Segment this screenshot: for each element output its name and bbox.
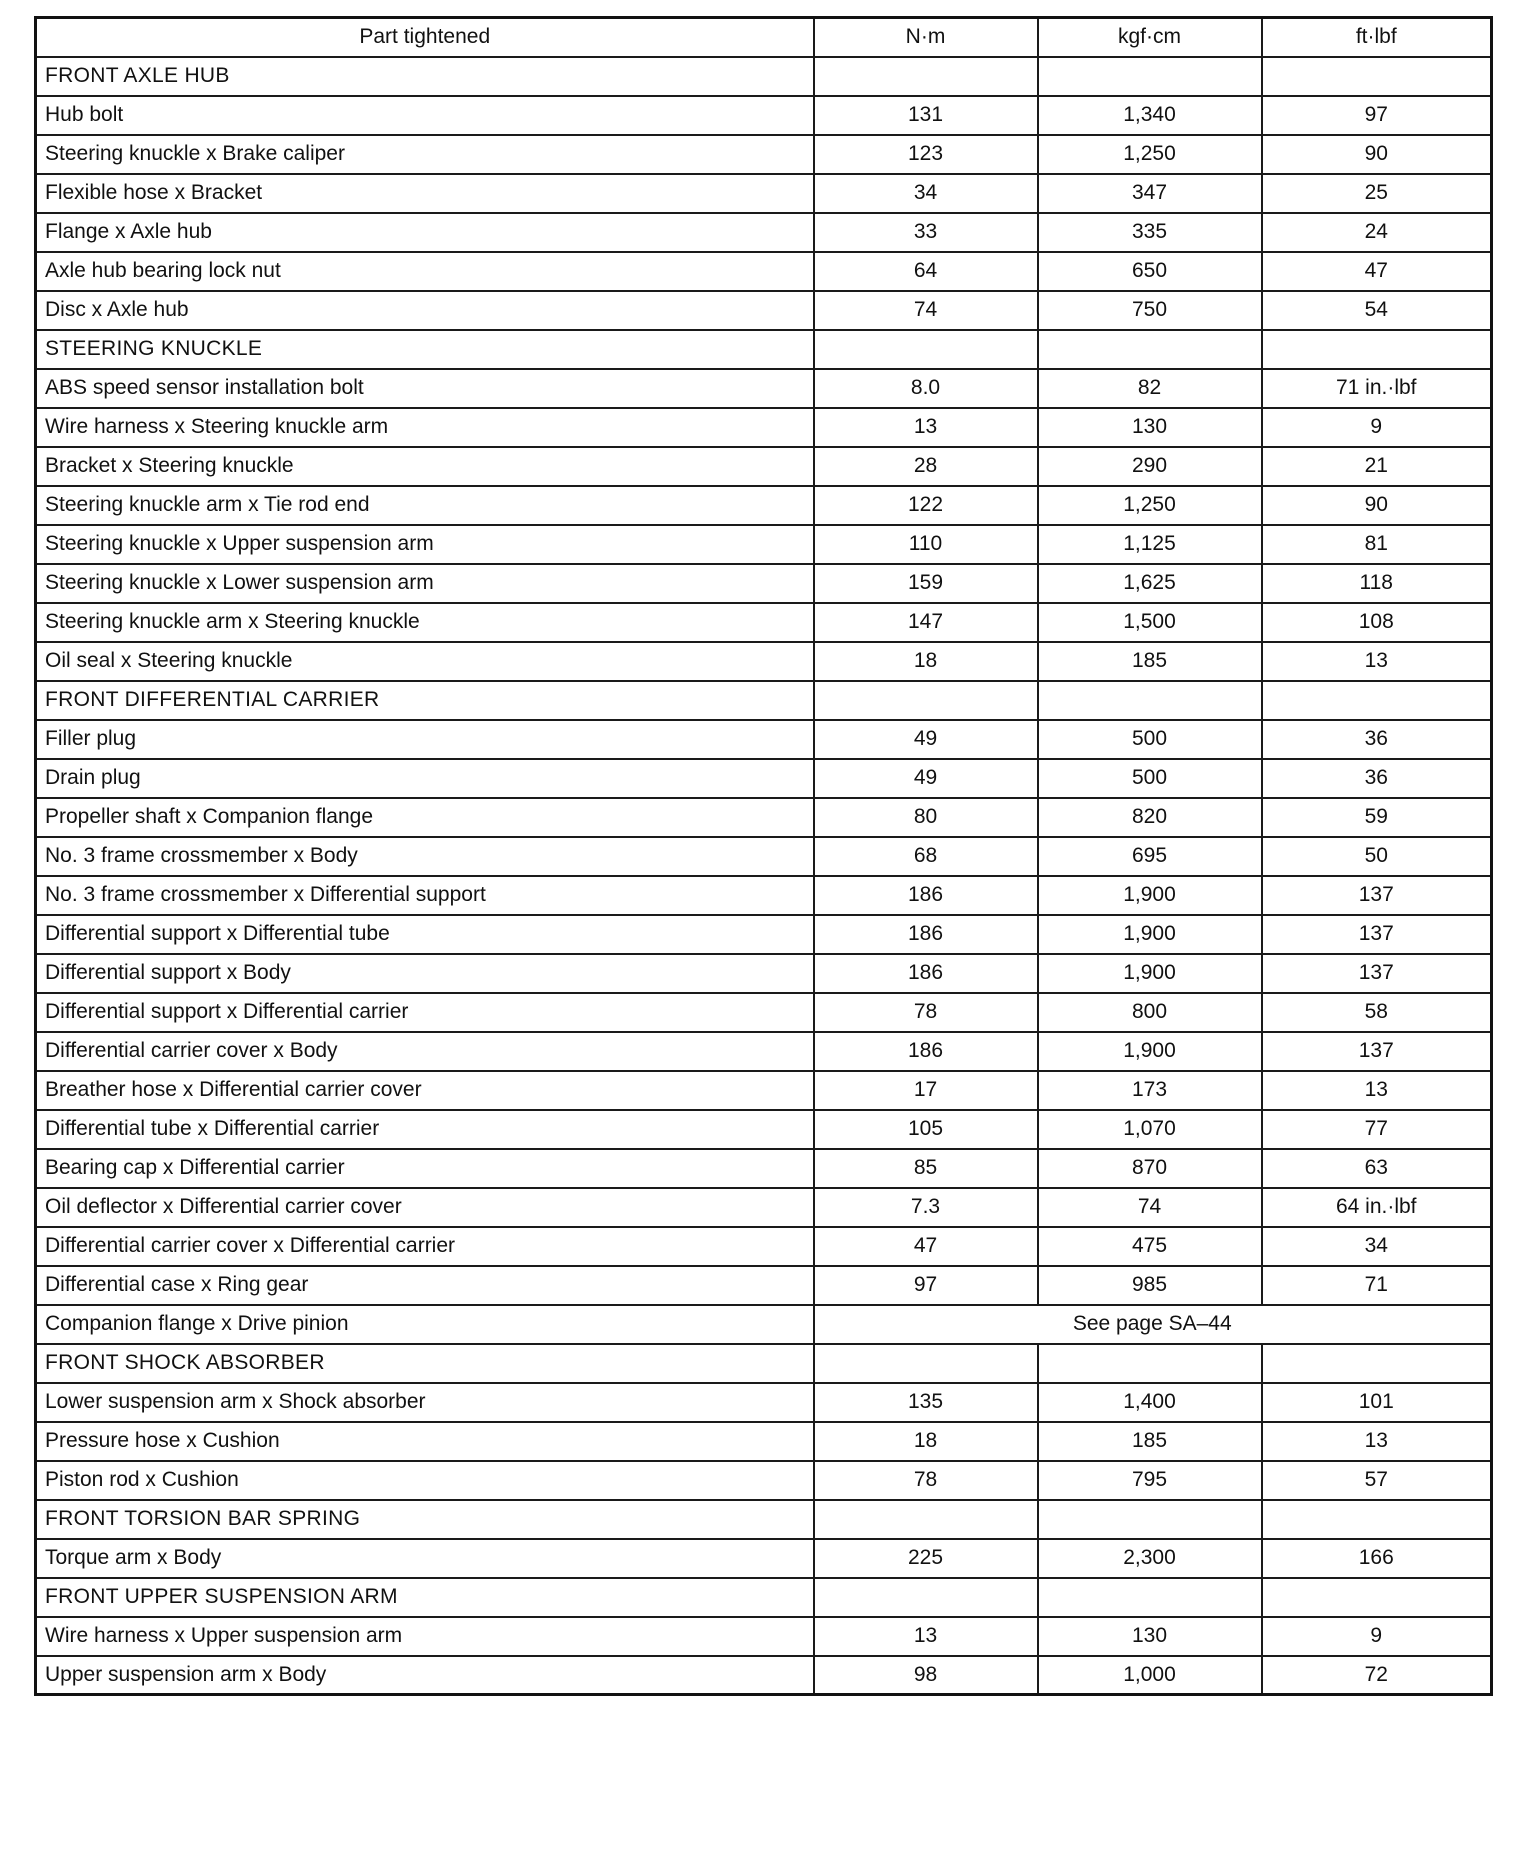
part-name-cell: Axle hub bearing lock nut xyxy=(36,252,814,291)
ft-lbf-value-cell: 108 xyxy=(1262,603,1492,642)
part-name-cell: Wire harness x Steering knuckle arm xyxy=(36,408,814,447)
nm-value-cell: 13 xyxy=(814,408,1038,447)
table-row xyxy=(36,798,1492,837)
part-name-cell: Steering knuckle x Lower suspension arm xyxy=(36,564,814,603)
table-row xyxy=(36,915,1492,954)
ft-lbf-value-cell: 54 xyxy=(1262,291,1492,330)
table-row xyxy=(36,1383,1492,1422)
kgf-cm-value-cell: 335 xyxy=(1038,213,1262,252)
nm-value-cell: 225 xyxy=(814,1539,1038,1578)
part-name-cell: Differential tube x Differential carrier xyxy=(36,1110,814,1149)
table-row xyxy=(36,993,1492,1032)
section-header-row xyxy=(36,1578,1492,1617)
nm-value-cell: 64 xyxy=(814,252,1038,291)
part-name-cell: No. 3 frame crossmember x Differential support xyxy=(36,876,814,915)
nm-value-cell: 13 xyxy=(814,1617,1038,1656)
ft-lbf-value-cell: 21 xyxy=(1262,447,1492,486)
kgf-cm-value-cell: 1,000 xyxy=(1038,1656,1262,1695)
nm-value-cell: 78 xyxy=(814,1461,1038,1500)
torque-specification-table xyxy=(34,16,1493,1696)
part-name-cell: Breather hose x Differential carrier cover xyxy=(36,1071,814,1110)
ft-lbf-value-cell: 34 xyxy=(1262,1227,1492,1266)
kgf-cm-value-cell: 475 xyxy=(1038,1227,1262,1266)
ft-lbf-value-cell: 9 xyxy=(1262,408,1492,447)
nm-value-cell: 17 xyxy=(814,1071,1038,1110)
kgf-cm-value-cell: 500 xyxy=(1038,759,1262,798)
nm-value-cell: 18 xyxy=(814,1422,1038,1461)
kgf-cm-value-cell: 1,500 xyxy=(1038,603,1262,642)
table-row xyxy=(36,174,1492,213)
ft-lbf-value-cell: 24 xyxy=(1262,213,1492,252)
table-row xyxy=(36,291,1492,330)
ft-lbf-value-cell: 97 xyxy=(1262,96,1492,135)
table-row xyxy=(36,837,1492,876)
nm-value-cell: 18 xyxy=(814,642,1038,681)
table-row xyxy=(36,1188,1492,1227)
section-header-row xyxy=(36,330,1492,369)
nm-value-cell: 8.0 xyxy=(814,369,1038,408)
part-name-cell: Differential case x Ring gear xyxy=(36,1266,814,1305)
kgf-cm-value-cell: 1,900 xyxy=(1038,1032,1262,1071)
kgf-cm-value-cell: 1,340 xyxy=(1038,96,1262,135)
part-name-cell: Piston rod x Cushion xyxy=(36,1461,814,1500)
kgf-cm-value-cell: 1,400 xyxy=(1038,1383,1262,1422)
table-row xyxy=(36,1305,1492,1344)
kgf-cm-value-cell: 985 xyxy=(1038,1266,1262,1305)
table-row xyxy=(36,1266,1492,1305)
part-name-cell: Steering knuckle x Upper suspension arm xyxy=(36,525,814,564)
table-row xyxy=(36,1032,1492,1071)
kgf-cm-value-cell: 1,900 xyxy=(1038,954,1262,993)
nm-value-cell: 186 xyxy=(814,915,1038,954)
ft-lbf-value-cell: 71 in.·lbf xyxy=(1262,369,1492,408)
part-name-cell: Filler plug xyxy=(36,720,814,759)
kgf-cm-value-cell: 1,250 xyxy=(1038,486,1262,525)
kgf-cm-value-cell: 750 xyxy=(1038,291,1262,330)
empty-cell xyxy=(814,681,1038,720)
section-header-row xyxy=(36,1500,1492,1539)
part-name-cell: Propeller shaft x Companion flange xyxy=(36,798,814,837)
section-header-row xyxy=(36,57,1492,96)
kgf-cm-value-cell: 695 xyxy=(1038,837,1262,876)
kgf-cm-value-cell: 173 xyxy=(1038,1071,1262,1110)
nm-value-cell: 33 xyxy=(814,213,1038,252)
kgf-cm-value-cell: 130 xyxy=(1038,408,1262,447)
part-name-cell: Steering knuckle arm x Tie rod end xyxy=(36,486,814,525)
part-name-cell: Steering knuckle arm x Steering knuckle xyxy=(36,603,814,642)
part-name-cell: Flange x Axle hub xyxy=(36,213,814,252)
table-row xyxy=(36,1656,1492,1695)
part-name-cell: Flexible hose x Bracket xyxy=(36,174,814,213)
table-row xyxy=(36,603,1492,642)
table-row xyxy=(36,213,1492,252)
nm-value-cell: 159 xyxy=(814,564,1038,603)
ft-lbf-value-cell: 72 xyxy=(1262,1656,1492,1695)
ft-lbf-value-cell: 57 xyxy=(1262,1461,1492,1500)
empty-cell xyxy=(1262,1578,1492,1617)
table-row xyxy=(36,954,1492,993)
ft-lbf-value-cell: 137 xyxy=(1262,915,1492,954)
table-row xyxy=(36,486,1492,525)
part-name-cell: Oil deflector x Differential carrier cover xyxy=(36,1188,814,1227)
nm-value-cell: 186 xyxy=(814,954,1038,993)
empty-cell xyxy=(1038,57,1262,96)
header-part-tightened: Part tightened xyxy=(36,18,814,57)
ft-lbf-value-cell: 90 xyxy=(1262,135,1492,174)
table-body xyxy=(36,57,1492,1695)
table-row xyxy=(36,1149,1492,1188)
ft-lbf-value-cell: 13 xyxy=(1262,1422,1492,1461)
ft-lbf-value-cell: 137 xyxy=(1262,876,1492,915)
nm-value-cell: 74 xyxy=(814,291,1038,330)
ft-lbf-value-cell: 50 xyxy=(1262,837,1492,876)
ft-lbf-value-cell: 36 xyxy=(1262,759,1492,798)
table-row xyxy=(36,1227,1492,1266)
ft-lbf-value-cell: 101 xyxy=(1262,1383,1492,1422)
kgf-cm-value-cell: 185 xyxy=(1038,1422,1262,1461)
kgf-cm-value-cell: 1,625 xyxy=(1038,564,1262,603)
part-name-cell: No. 3 frame crossmember x Body xyxy=(36,837,814,876)
nm-value-cell: 28 xyxy=(814,447,1038,486)
kgf-cm-value-cell: 650 xyxy=(1038,252,1262,291)
ft-lbf-value-cell: 166 xyxy=(1262,1539,1492,1578)
ft-lbf-value-cell: 13 xyxy=(1262,642,1492,681)
nm-value-cell: 135 xyxy=(814,1383,1038,1422)
table-row xyxy=(36,369,1492,408)
header-nm: N·m xyxy=(814,18,1038,57)
ft-lbf-value-cell: 71 xyxy=(1262,1266,1492,1305)
section-header-row xyxy=(36,681,1492,720)
header-kgf-cm: kgf·cm xyxy=(1038,18,1262,57)
kgf-cm-value-cell: 2,300 xyxy=(1038,1539,1262,1578)
empty-cell xyxy=(814,57,1038,96)
ft-lbf-value-cell: 13 xyxy=(1262,1071,1492,1110)
section-header-row xyxy=(36,1344,1492,1383)
table-row xyxy=(36,1422,1492,1461)
empty-cell xyxy=(1038,1344,1262,1383)
table-row xyxy=(36,1539,1492,1578)
empty-cell xyxy=(814,1578,1038,1617)
part-name-cell: Companion flange x Drive pinion xyxy=(36,1305,814,1344)
nm-value-cell: 147 xyxy=(814,603,1038,642)
empty-cell xyxy=(814,330,1038,369)
table-row xyxy=(36,1110,1492,1149)
empty-cell xyxy=(1262,1344,1492,1383)
part-name-cell: Oil seal x Steering knuckle xyxy=(36,642,814,681)
part-name-cell: Lower suspension arm x Shock absorber xyxy=(36,1383,814,1422)
kgf-cm-value-cell: 795 xyxy=(1038,1461,1262,1500)
nm-value-cell: 105 xyxy=(814,1110,1038,1149)
nm-value-cell: 131 xyxy=(814,96,1038,135)
empty-cell xyxy=(1038,681,1262,720)
section-title: FRONT AXLE HUB xyxy=(36,57,814,96)
part-name-cell: Differential carrier cover x Differential carrier xyxy=(36,1227,814,1266)
nm-value-cell: 186 xyxy=(814,876,1038,915)
ft-lbf-value-cell: 47 xyxy=(1262,252,1492,291)
nm-value-cell: 47 xyxy=(814,1227,1038,1266)
nm-value-cell: 68 xyxy=(814,837,1038,876)
nm-value-cell: 98 xyxy=(814,1656,1038,1695)
ft-lbf-value-cell: 25 xyxy=(1262,174,1492,213)
kgf-cm-value-cell: 347 xyxy=(1038,174,1262,213)
ft-lbf-value-cell: 137 xyxy=(1262,954,1492,993)
part-name-cell: Differential carrier cover x Body xyxy=(36,1032,814,1071)
table-row xyxy=(36,720,1492,759)
empty-cell xyxy=(1262,1500,1492,1539)
nm-value-cell: 123 xyxy=(814,135,1038,174)
table-header-row xyxy=(36,18,1492,57)
table-row xyxy=(36,135,1492,174)
table-row xyxy=(36,642,1492,681)
ft-lbf-value-cell: 81 xyxy=(1262,525,1492,564)
kgf-cm-value-cell: 870 xyxy=(1038,1149,1262,1188)
ft-lbf-value-cell: 58 xyxy=(1262,993,1492,1032)
part-name-cell: Bearing cap x Differential carrier xyxy=(36,1149,814,1188)
part-name-cell: Bracket x Steering knuckle xyxy=(36,447,814,486)
header-ft-lbf: ft·lbf xyxy=(1262,18,1492,57)
empty-cell xyxy=(1262,681,1492,720)
kgf-cm-value-cell: 1,900 xyxy=(1038,876,1262,915)
section-title: FRONT DIFFERENTIAL CARRIER xyxy=(36,681,814,720)
table-row xyxy=(36,564,1492,603)
empty-cell xyxy=(814,1500,1038,1539)
empty-cell xyxy=(1038,1578,1262,1617)
part-name-cell: Differential support x Differential tube xyxy=(36,915,814,954)
section-title: FRONT UPPER SUSPENSION ARM xyxy=(36,1578,814,1617)
ft-lbf-value-cell: 118 xyxy=(1262,564,1492,603)
ft-lbf-value-cell: 137 xyxy=(1262,1032,1492,1071)
table-row xyxy=(36,1617,1492,1656)
ft-lbf-value-cell: 64 in.·lbf xyxy=(1262,1188,1492,1227)
table-row xyxy=(36,876,1492,915)
part-name-cell: Differential support x Differential carrier xyxy=(36,993,814,1032)
nm-value-cell: 49 xyxy=(814,720,1038,759)
ft-lbf-value-cell: 63 xyxy=(1262,1149,1492,1188)
table-row xyxy=(36,1071,1492,1110)
part-name-cell: Steering knuckle x Brake caliper xyxy=(36,135,814,174)
part-name-cell: Wire harness x Upper suspension arm xyxy=(36,1617,814,1656)
kgf-cm-value-cell: 820 xyxy=(1038,798,1262,837)
kgf-cm-value-cell: 290 xyxy=(1038,447,1262,486)
nm-value-cell: 49 xyxy=(814,759,1038,798)
see-page-note: See page SA–44 xyxy=(814,1305,1492,1344)
nm-value-cell: 7.3 xyxy=(814,1188,1038,1227)
part-name-cell: Differential support x Body xyxy=(36,954,814,993)
section-title: STEERING KNUCKLE xyxy=(36,330,814,369)
table-row xyxy=(36,447,1492,486)
ft-lbf-value-cell: 59 xyxy=(1262,798,1492,837)
part-name-cell: Hub bolt xyxy=(36,96,814,135)
table-row xyxy=(36,525,1492,564)
part-name-cell: Pressure hose x Cushion xyxy=(36,1422,814,1461)
part-name-cell: Torque arm x Body xyxy=(36,1539,814,1578)
kgf-cm-value-cell: 1,900 xyxy=(1038,915,1262,954)
kgf-cm-value-cell: 82 xyxy=(1038,369,1262,408)
nm-value-cell: 110 xyxy=(814,525,1038,564)
kgf-cm-value-cell: 130 xyxy=(1038,1617,1262,1656)
table-row xyxy=(36,408,1492,447)
ft-lbf-value-cell: 90 xyxy=(1262,486,1492,525)
part-name-cell: Disc x Axle hub xyxy=(36,291,814,330)
nm-value-cell: 34 xyxy=(814,174,1038,213)
ft-lbf-value-cell: 36 xyxy=(1262,720,1492,759)
table-row xyxy=(36,252,1492,291)
nm-value-cell: 78 xyxy=(814,993,1038,1032)
empty-cell xyxy=(1262,57,1492,96)
table-row xyxy=(36,759,1492,798)
kgf-cm-value-cell: 1,250 xyxy=(1038,135,1262,174)
nm-value-cell: 85 xyxy=(814,1149,1038,1188)
empty-cell xyxy=(1262,330,1492,369)
section-title: FRONT SHOCK ABSORBER xyxy=(36,1344,814,1383)
empty-cell xyxy=(1038,330,1262,369)
ft-lbf-value-cell: 9 xyxy=(1262,1617,1492,1656)
nm-value-cell: 80 xyxy=(814,798,1038,837)
table-row xyxy=(36,96,1492,135)
ft-lbf-value-cell: 77 xyxy=(1262,1110,1492,1149)
empty-cell xyxy=(814,1344,1038,1383)
nm-value-cell: 97 xyxy=(814,1266,1038,1305)
part-name-cell: Drain plug xyxy=(36,759,814,798)
kgf-cm-value-cell: 500 xyxy=(1038,720,1262,759)
part-name-cell: Upper suspension arm x Body xyxy=(36,1656,814,1695)
kgf-cm-value-cell: 185 xyxy=(1038,642,1262,681)
section-title: FRONT TORSION BAR SPRING xyxy=(36,1500,814,1539)
kgf-cm-value-cell: 1,070 xyxy=(1038,1110,1262,1149)
kgf-cm-value-cell: 74 xyxy=(1038,1188,1262,1227)
nm-value-cell: 122 xyxy=(814,486,1038,525)
kgf-cm-value-cell: 800 xyxy=(1038,993,1262,1032)
part-name-cell: ABS speed sensor installation bolt xyxy=(36,369,814,408)
empty-cell xyxy=(1038,1500,1262,1539)
kgf-cm-value-cell: 1,125 xyxy=(1038,525,1262,564)
nm-value-cell: 186 xyxy=(814,1032,1038,1071)
table-row xyxy=(36,1461,1492,1500)
